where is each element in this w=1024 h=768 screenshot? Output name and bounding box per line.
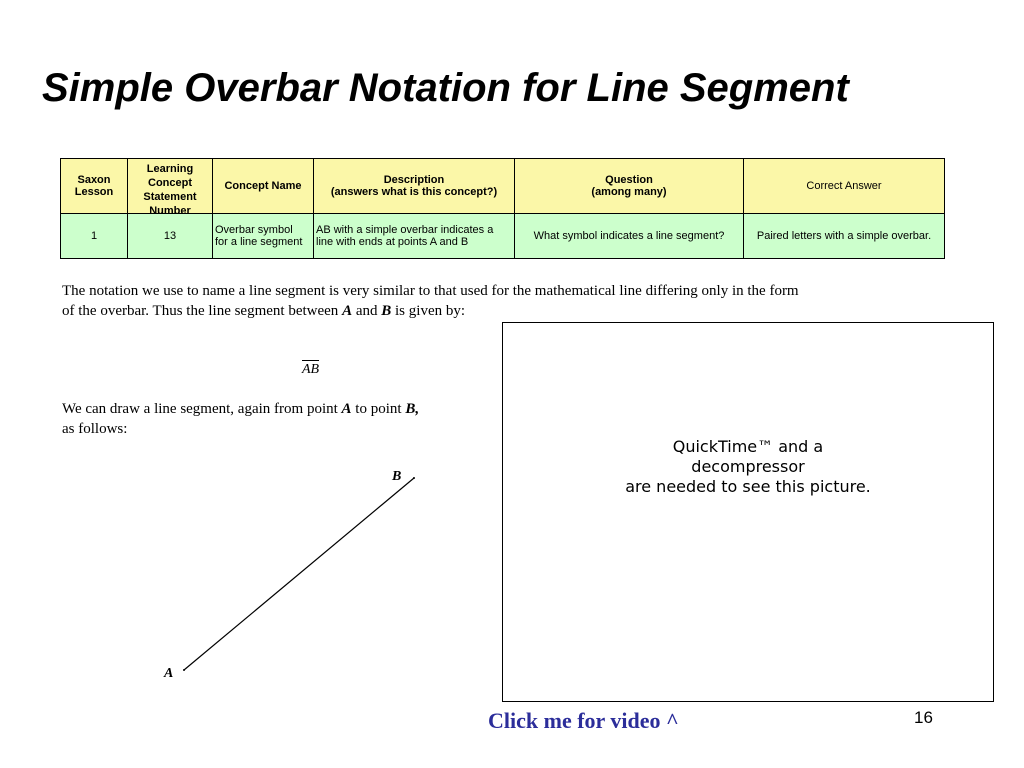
header-text: (answers what is this concept?)	[330, 186, 498, 198]
quicktime-line: are needed to see this picture.	[625, 477, 871, 496]
table-row	[61, 214, 945, 259]
cell-lcs: 13	[128, 214, 213, 259]
header-text: Lesson	[74, 186, 114, 198]
point-b-ref: B,	[405, 401, 420, 417]
cell-text: line with ends at points A and B	[316, 236, 469, 248]
paragraph-text: of the overbar. Thus the line segment between	[62, 303, 339, 319]
point-b-ref: B	[381, 303, 392, 319]
header-correct-answer: Correct Answer	[744, 159, 945, 214]
header-text: Question	[605, 174, 653, 186]
header-text: (among many)	[591, 186, 667, 198]
video-link[interactable]: Click me for video ^	[488, 708, 679, 733]
header-concept-name: Concept Name	[213, 159, 314, 214]
point-a-ref: A	[342, 303, 353, 319]
line-segment-diagram	[170, 470, 430, 690]
overbar-notation: AB	[302, 362, 320, 377]
slide-title: Simple Overbar Notation for Line Segment	[42, 66, 849, 110]
cell-concept	[213, 214, 314, 259]
intro-paragraph	[62, 281, 799, 321]
table-header-row	[61, 159, 945, 214]
cell-text: for a line segment	[215, 236, 303, 248]
drawing-paragraph	[62, 399, 419, 439]
header-text: Learning Concept Statement Number	[143, 163, 197, 217]
header-description	[314, 159, 515, 214]
lesson-table	[60, 158, 945, 259]
header-question	[515, 159, 744, 214]
cell-description	[314, 214, 515, 259]
point-a-dot	[183, 669, 185, 671]
point-a-label: A	[164, 666, 174, 681]
point-a-ref: A	[341, 401, 352, 417]
quicktime-line: decompressor	[691, 457, 805, 476]
paragraph-text: The notation we use to name a line segment is very similar to that used for the mathematical line differing only in the form	[62, 283, 799, 299]
line-segment-ab	[184, 478, 414, 670]
quicktime-line: QuickTime™ and a	[672, 437, 824, 456]
header-lcs	[128, 159, 213, 217]
paragraph-text: to point	[355, 401, 402, 417]
cell-answer: Paired letters with a simple overbar.	[744, 214, 945, 259]
cell-question: What symbol indicates a line segment?	[515, 214, 744, 259]
point-b-label: B	[392, 469, 402, 484]
header-text: Saxon	[77, 174, 111, 186]
paragraph-text: is given by:	[395, 303, 466, 319]
cell-text: Overbar symbol	[215, 224, 293, 236]
point-b-dot	[413, 477, 415, 479]
quicktime-message	[503, 437, 993, 497]
header-saxon-lesson	[61, 159, 128, 214]
paragraph-text: and	[355, 303, 378, 319]
paragraph-text: We can draw a line segment, again from point	[62, 401, 338, 417]
quicktime-video-placeholder[interactable]	[502, 322, 994, 702]
cell-lesson: 1	[61, 214, 128, 259]
header-text: Description	[383, 174, 445, 186]
paragraph-text: as follows:	[62, 421, 128, 437]
page-number: 16	[914, 708, 933, 727]
cell-text: AB with a simple overbar indicates a	[316, 224, 494, 236]
